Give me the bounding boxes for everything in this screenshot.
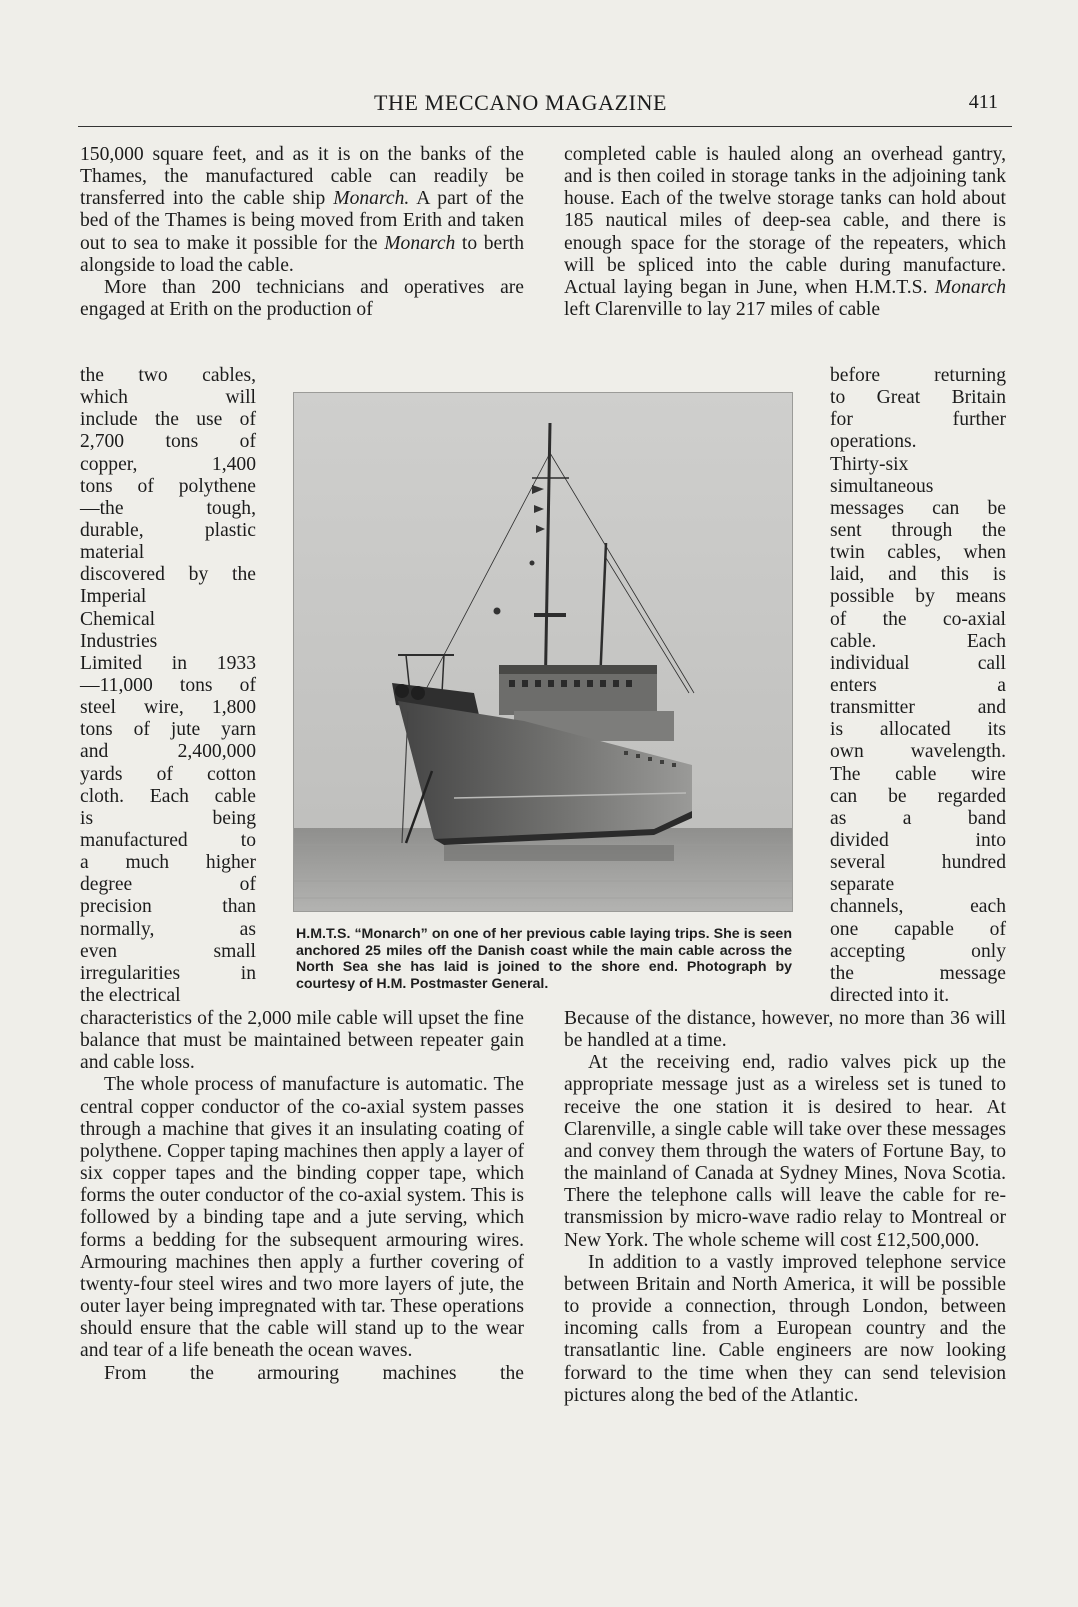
ship-photograph: [293, 392, 793, 912]
text-line: yards of cotton: [80, 763, 256, 785]
text-line: to Great Britain: [830, 387, 1006, 409]
page-number: 411: [968, 91, 998, 113]
text-line: Limited in 1933: [80, 652, 256, 674]
paragraph: The whole process of manufacture is automatic. The central copper conductor of the co-axial system passes through a machine that gives it an insulating coating of polythene. Copper taping machines then apply a layer of six copper tapes and the binding copper tape, which forms the outer conductor of the co-axial system. This is followed by a binding tape and a jute serving, which forms a bedding for the subsequent armouring wires. Armouring machines then apply a further covering of twenty-four steel wires and two more layers of jute, the outer layer being impregnated with tar. These operations should ensure that the cable will stand up to the wear and tear of a life beneath the ocean waves.: [80, 1074, 524, 1362]
text-line: individual call: [830, 652, 1006, 674]
paragraph: From the armouring machines the: [104, 1362, 524, 1384]
text-line: the electrical: [80, 984, 181, 1006]
left-column-bottom: [80, 1008, 524, 1385]
text-line: sent through the: [830, 519, 1006, 541]
text-line: steel wire, 1,800: [80, 697, 256, 719]
text-line: the message: [830, 962, 1006, 984]
paragraph: More than 200 technicians and operatives are engaged at Erith on the production of: [80, 276, 524, 321]
paragraph: characteristics of the 2,000 mile cable will upset the fine balance that must be maintained between repeater gain and cable loss.: [80, 1008, 524, 1074]
page-header: [78, 90, 1012, 127]
text-line: irregularities in: [80, 962, 256, 984]
text-line: one capable of: [830, 918, 1006, 940]
text-line: tons of jute yarn: [80, 719, 256, 741]
right-column-top: [564, 144, 1006, 321]
text-line: even small: [80, 940, 256, 962]
text-line: durable, plastic: [80, 519, 256, 541]
text-line: Thirty-six: [830, 453, 909, 475]
text-line: possible by means: [830, 586, 1006, 608]
text-line: own wavelength.: [830, 741, 1006, 763]
right-column-bottom: [564, 1008, 1006, 1407]
text-line: separate: [830, 874, 895, 896]
left-column-top: [80, 144, 524, 321]
text-line: directed into it.: [830, 984, 950, 1006]
text-line: Imperial: [80, 586, 147, 608]
text-line: cable. Each: [830, 630, 1006, 652]
text-line: transmitter and: [830, 697, 1006, 719]
text-line: normally, as: [80, 918, 256, 940]
text-line: the two cables,: [80, 365, 256, 386]
text-line: —the tough,: [80, 497, 256, 519]
text-line: discovered by the: [80, 564, 256, 586]
paragraph: At the receiving end, radio valves pick up the appropriate message just as a wireless set is tuned to receive the one station it is desired to hear. At Clarenville, a single cable will take over these messages and convey them through the waters of Fortune Bay, to the mainland of Canada at Sydney Mines, Nova Scotia. There the telephone calls will leave the cable for re-transmission by micro-wave radio relay to Montreal or New York. The whole scheme will cost £12,500,000.: [564, 1052, 1006, 1251]
text-line: manufactured to: [80, 829, 256, 851]
text-line: precision than: [80, 896, 256, 918]
right-column-narrow: [830, 365, 1006, 1007]
text-line: simultaneous: [830, 475, 934, 497]
text-line: for further: [830, 409, 1006, 431]
text-line: as a band: [830, 807, 1006, 829]
text-line: include the use of: [80, 409, 256, 431]
text-line: is allocated its: [830, 719, 1006, 741]
text-line: Industries: [80, 630, 158, 652]
text-line: several hundred: [830, 852, 1006, 874]
left-column-narrow: [80, 365, 256, 1007]
text-line: and 2,400,000: [80, 741, 256, 763]
paragraph: 150,000 square feet, and as it is on the banks of the Thames, the manufactured cable can readily be transferred into the cable ship Monarch. A part of the bed of the Thames is being moved from Erith and taken out to sea to make it possible for the Monarch to berth alongside to load the cable.: [80, 144, 524, 276]
text-line: divided into: [830, 829, 1006, 851]
text-line: can be regarded: [830, 785, 1006, 807]
text-line: of the co-axial: [830, 608, 1006, 630]
text-line: degree of: [80, 874, 256, 896]
magazine-title: THE MECCANO MAGAZINE: [374, 90, 668, 115]
photo-caption: H.M.T.S. “Monarch” on one of her previous cable laying trips. She is seen anchored 25 miles off the Danish coast while the main cable across the North Sea she has laid is joined to the shore end. Photograph by courtesy of H.M. Postmaster General.: [296, 926, 792, 992]
paragraph: completed cable is hauled along an overhead gantry, and is then coiled in storage tanks in the adjoining tank house. Each of the twelve storage tanks can hold about 185 nautical miles of deep-sea cable, and there is enough space for the storage of the repeaters, which will be spliced into the cable during manufacture. Actual laying began in June, when H.M.T.S. Monarch left Clarenville to lay 217 miles of cable: [564, 144, 1006, 321]
text-line: before returning: [830, 365, 1006, 386]
text-line: tons of polythene: [80, 475, 256, 497]
text-line: laid, and this is: [830, 564, 1006, 586]
text-line: twin cables, when: [830, 542, 1006, 564]
text-line: copper, 1,400: [80, 453, 256, 475]
text-line: operations.: [830, 431, 917, 453]
paragraph: In addition to a vastly improved telephone service between Britain and North America, it will be possible to provide a connection, through London, between incoming calls from a European country and the transatlantic line. Cable engineers are now looking forward to the time when they can send television pictures along the bed of the Atlantic.: [564, 1251, 1006, 1406]
text-line: 2,700 tons of: [80, 431, 256, 453]
text-line: cloth. Each cable: [80, 785, 256, 807]
text-line: Chemical: [80, 608, 156, 630]
cable-ship-illustration: [294, 393, 792, 911]
text-line: is being: [80, 807, 256, 829]
text-line: The cable wire: [830, 763, 1006, 785]
text-line: channels, each: [830, 896, 1006, 918]
paragraph: Because of the distance, however, no more than 36 will be handled at a time.: [564, 1008, 1006, 1052]
text-line: material: [80, 542, 145, 564]
text-line: enters a: [830, 674, 1006, 696]
text-line: messages can be: [830, 497, 1006, 519]
text-line: —11,000 tons of: [80, 674, 256, 696]
text-line: a much higher: [80, 852, 256, 874]
text-line: which will: [80, 387, 256, 409]
text-line: accepting only: [830, 940, 1006, 962]
